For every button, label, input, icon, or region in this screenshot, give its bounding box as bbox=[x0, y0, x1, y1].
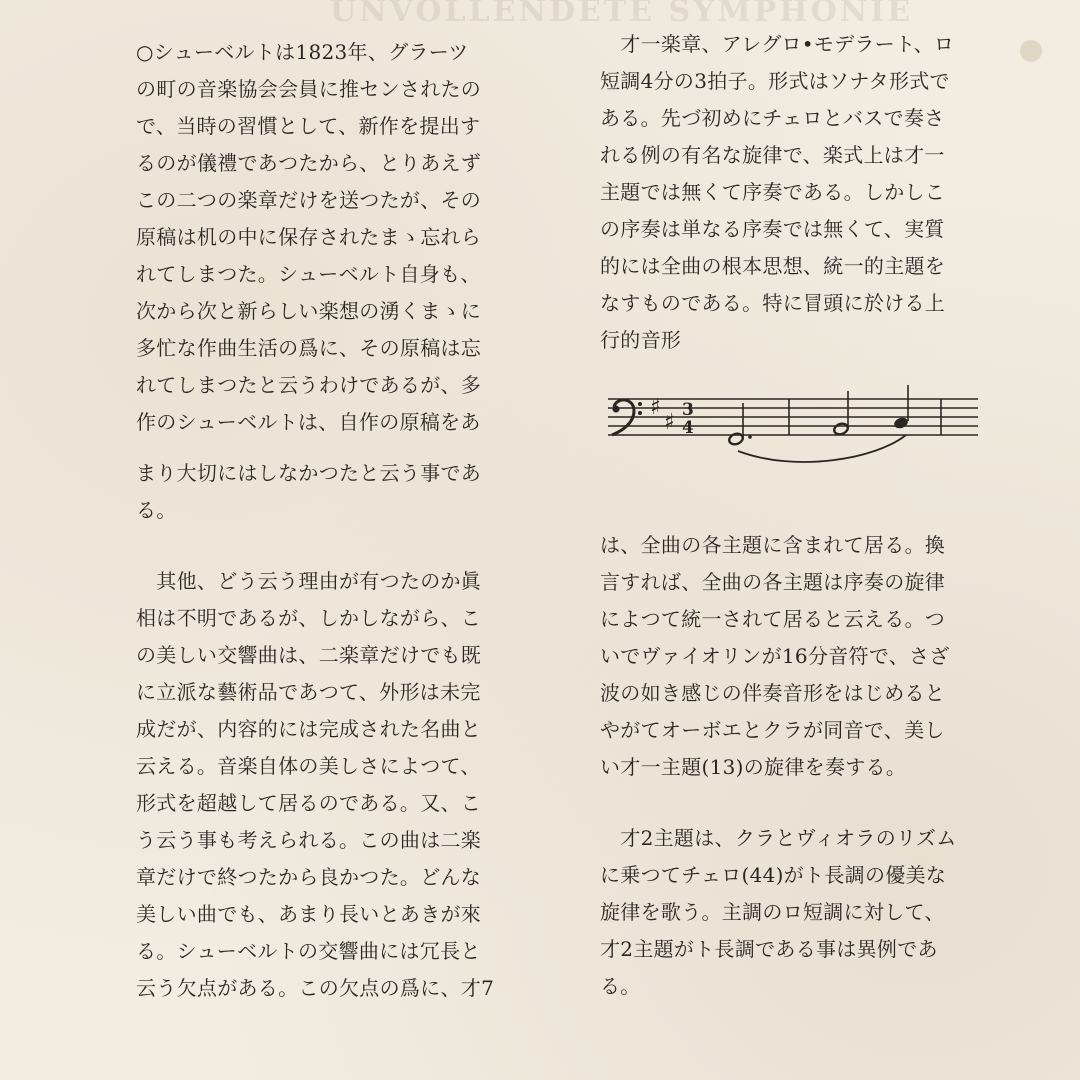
text-line: 多忙な作曲生活の爲に、その原稿は忘 bbox=[136, 336, 482, 360]
text-line: は、全曲の各主題に含まれて居る。換 bbox=[600, 533, 946, 557]
svg-text:♯: ♯ bbox=[650, 395, 661, 420]
text-line: 主題では無くて序奏である。しかしこ bbox=[600, 180, 946, 204]
text-line: 其他、どう云う理由が有つたのか眞 bbox=[136, 569, 482, 593]
text-line: の町の音楽協会会員に推センされたの bbox=[136, 77, 482, 101]
key-signature-sharps-icon bbox=[650, 395, 675, 435]
text-line: る。シューベルトの交響曲には冗長と bbox=[136, 939, 481, 963]
text-line: やがてオーボエとクラが同音で、美し bbox=[600, 718, 945, 742]
text-line: 旋律を歌う。主調のロ短調に対して、 bbox=[600, 900, 945, 924]
text-line: れてしまつた。シューベルト自身も、 bbox=[136, 262, 481, 286]
text-line: 言すれば、全曲の各主題は序奏の旋律 bbox=[600, 570, 946, 594]
text-line: れてしまつたと云うわけであるが、多 bbox=[136, 373, 482, 397]
text-line: 相は不明であるが、しかしながら、こ bbox=[136, 606, 482, 630]
page-stain bbox=[1020, 40, 1042, 62]
text-line: 章だけで終つたから良かつた。どんな bbox=[136, 865, 482, 889]
svg-text:3: 3 bbox=[682, 400, 694, 420]
svg-text:4: 4 bbox=[682, 418, 694, 438]
text-line: 形式を超越して居るのである。又、こ bbox=[136, 791, 482, 815]
text-line: 作のシューベルトは、自作の原稿をあ bbox=[136, 410, 481, 434]
text-line: い才一主題(13)の旋律を奏する。 bbox=[600, 755, 907, 779]
text-line: 云う欠点がある。この欠点の爲に、才7 bbox=[136, 976, 495, 1000]
text-line: 原稿は机の中に保存されたまゝ忘れら bbox=[136, 225, 482, 249]
svg-text:♯: ♯ bbox=[664, 410, 675, 435]
text-line: いでヴァイオリンが16分音符で、さざ bbox=[600, 644, 950, 668]
text-line: ある。先づ初めにチェロとバスで奏さ bbox=[600, 106, 945, 130]
text-line: う云う事も考えられる。この曲は二楽 bbox=[136, 828, 482, 852]
bleed-through-header: UNVOLLENDETE SYMPHONIE bbox=[330, 0, 914, 29]
right-paragraph-3 bbox=[600, 820, 1010, 1005]
text-line: に立派な藝術品であつて、外形は未完 bbox=[136, 680, 481, 704]
music-notes bbox=[728, 385, 941, 462]
text-line: 成だが、内容的には完成された名曲と bbox=[136, 717, 482, 741]
text-line: 才一楽章、アレグロ•モデラート、ロ bbox=[600, 32, 955, 56]
text-line: 才2主題は、クラとヴィオラのリズム bbox=[600, 826, 957, 850]
left-paragraph-1 bbox=[136, 34, 536, 441]
left-column bbox=[136, 34, 536, 1007]
text-line: の序奏は単なる序奏では無くて、実質 bbox=[600, 217, 945, 241]
right-column bbox=[600, 26, 1010, 1005]
text-line: 行的音形 bbox=[600, 328, 682, 352]
text-line: 美しい曲でも、あまり長いとあきが來 bbox=[136, 902, 482, 926]
music-notation-excerpt bbox=[606, 377, 986, 467]
text-line: に乗つてチェロ(44)がト長調の優美な bbox=[600, 863, 947, 887]
text-line: によつて統一されて居ると云える。つ bbox=[600, 607, 946, 631]
text-line: 波の如き感じの伴奏音形をはじめると bbox=[600, 681, 946, 705]
right-paragraph-1 bbox=[600, 26, 1010, 359]
text-line: れる例の有名な旋律で、楽式上は才一 bbox=[600, 143, 945, 167]
text-line: ○シューベルトは1823年、グラーツ bbox=[136, 40, 469, 64]
text-line: の美しい交響曲は、二楽章だけでも既 bbox=[136, 643, 482, 667]
text-line: るのが儀禮であつたから、とりあえず bbox=[136, 151, 482, 175]
text-line: 次から次と新らしい楽想の湧くまゝに bbox=[136, 299, 482, 323]
left-paragraph-2 bbox=[136, 563, 536, 1007]
text-line: 的には全曲の根本思想、統一的主題を bbox=[600, 254, 946, 278]
text-line: まり大切にはしなかつたと云う事であ bbox=[136, 461, 482, 485]
time-signature bbox=[682, 400, 694, 438]
text-line: 才2主題がト長調である事は異例であ bbox=[600, 937, 938, 961]
text-line: る。 bbox=[600, 974, 641, 998]
text-line: なすものである。特に冒頭に於ける上 bbox=[600, 291, 946, 315]
right-paragraph-2 bbox=[600, 527, 1010, 786]
text-line: で、当時の習慣として、新作を提出す bbox=[136, 114, 481, 138]
text-line: 短調4分の3拍子。形式はソナタ形式で bbox=[600, 69, 950, 93]
left-paragraph-1-continued bbox=[136, 455, 536, 529]
text-line: る。 bbox=[136, 498, 177, 522]
text-line: 云える。音楽自体の美しさによつて、 bbox=[136, 754, 481, 778]
text-line: この二つの楽章だけを送つたが、その bbox=[136, 188, 482, 212]
